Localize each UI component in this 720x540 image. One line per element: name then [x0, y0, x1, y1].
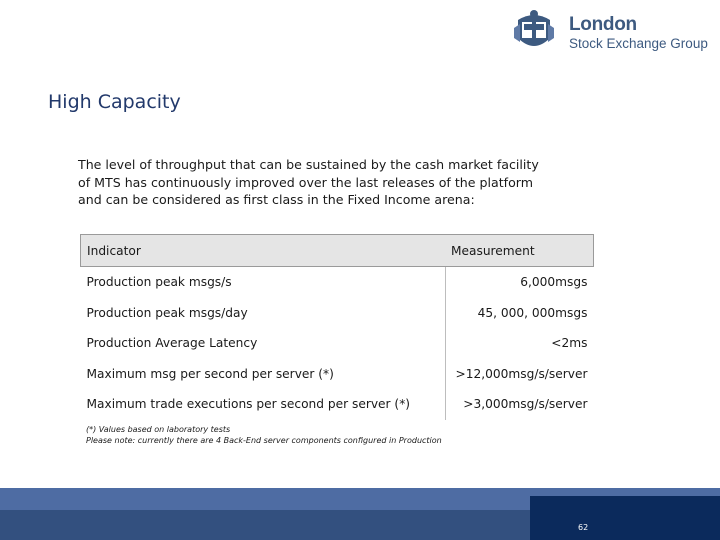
- slide-title: High Capacity: [48, 91, 181, 113]
- measurement-cell: <2ms: [445, 328, 594, 359]
- measurement-cell: 45, 000, 000msgs: [445, 298, 594, 329]
- measurement-cell: >12,000msg/s/server: [445, 359, 594, 390]
- measurement-cell: 6,000msgs: [445, 267, 594, 298]
- table-row: [81, 359, 594, 390]
- indicator-cell: Production peak msgs/s: [86, 275, 232, 290]
- header-measurement: Measurement: [445, 235, 594, 267]
- indicator-cell: Production peak msgs/day: [86, 305, 248, 320]
- table-row: [81, 267, 594, 298]
- table-row: [81, 298, 594, 329]
- table-row: [81, 328, 594, 359]
- coat-of-arms-icon: [512, 8, 556, 56]
- capacity-table: [80, 234, 594, 420]
- intro-line: The level of throughput that can be sustained by the cash market facility: [78, 157, 539, 172]
- lseg-logo: [512, 8, 708, 58]
- intro-line: and can be considered as first class in the Fixed Income arena:: [78, 192, 475, 207]
- table-row: [81, 389, 594, 420]
- indicator-cell: Production Average Latency: [86, 336, 258, 351]
- intro-paragraph: [78, 156, 598, 209]
- measurement-cell: >3,000msg/s/server: [445, 389, 594, 420]
- footnotes: [86, 425, 442, 446]
- table-header-row: [81, 235, 594, 267]
- footer-band-dark: [530, 496, 720, 540]
- indicator-cell: Maximum trade executions per second per server (*): [86, 397, 411, 412]
- footnote: (*) Values based on laboratory tests: [86, 425, 231, 434]
- intro-line: of MTS has continuously improved over the last releases of the platform: [78, 174, 534, 190]
- footnote: Please note: currently there are 4 Back-End server components configured in Production: [86, 435, 442, 445]
- logo-text-london: London: [569, 14, 637, 35]
- logo-text-group: Stock Exchange Group: [569, 36, 708, 51]
- page-number: 62: [578, 523, 589, 532]
- header-indicator: Indicator: [81, 235, 446, 267]
- indicator-cell: Maximum msg per second per server (*): [86, 366, 334, 381]
